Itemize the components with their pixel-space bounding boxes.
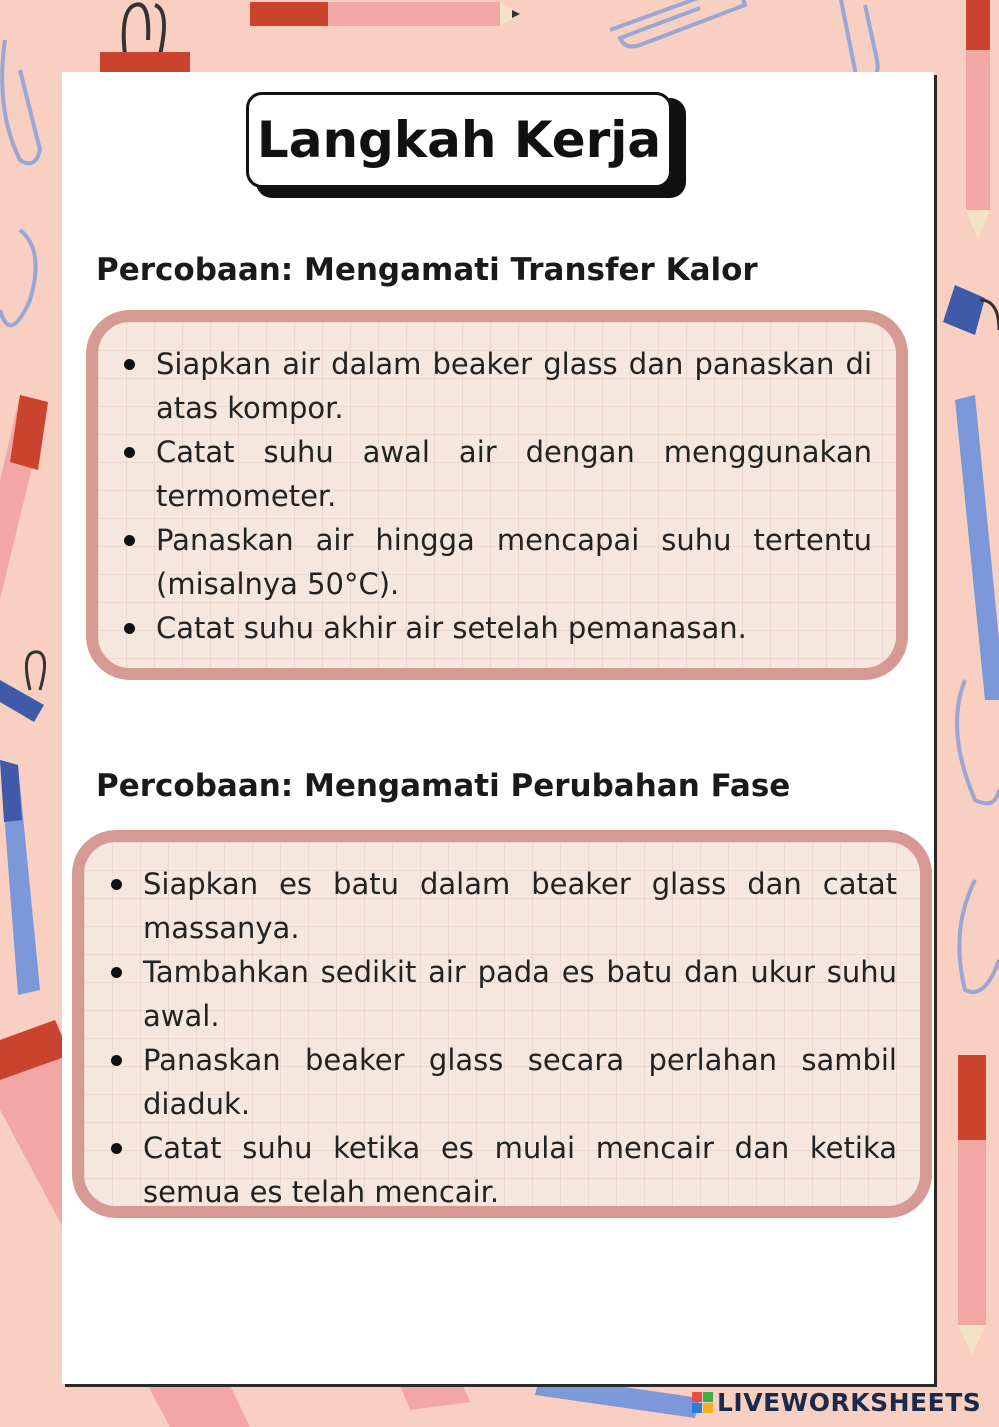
pencil-icon [955,395,999,700]
list-item: Catat suhu awal air dengan menggunakan termometer. [120,430,872,518]
list-item: Catat suhu akhir air setelah pemanasan. [120,606,872,650]
title-card [246,92,676,192]
steps-box-transfer-kalor [86,310,908,680]
liveworksheets-watermark [692,1388,981,1417]
steps-box-perubahan-fase [72,830,932,1218]
liveworksheets-logo-icon [692,1392,713,1413]
steps-list-transfer-kalor [120,342,872,650]
list-item: Siapkan air dalam beaker glass dan panaskan di atas kompor. [120,342,872,430]
section-heading-transfer-kalor: Percobaan: Mengamati Transfer Kalor [96,252,758,288]
paperclip-icon [0,40,40,325]
watermark-text: LIVEWORKSHEETS [717,1388,982,1417]
binder-clip-icon [0,652,45,722]
steps-list-perubahan-fase [107,862,897,1214]
page-title: Langkah Kerja [246,92,672,188]
list-item: Panaskan beaker glass secara perlahan sambil diaduk. [107,1038,897,1126]
pencil-icon [250,2,520,26]
pencil-icon [0,760,40,995]
list-item: Siapkan es batu dalam beaker glass dan catat massanya. [107,862,897,950]
list-item: Catat suhu ketika es mulai mencair dan ketika semua es telah mencair. [107,1126,897,1214]
paperclip-icon [610,0,878,81]
binder-clip-icon [943,285,999,335]
pencil-icon [0,395,48,640]
list-item: Panaskan air hingga mencapai suhu tertentu (misalnya 50°C). [120,518,872,606]
pencil-icon [958,1055,986,1355]
pencil-icon [966,0,990,240]
list-item: Tambahkan sedikit air pada es batu dan ukur suhu awal. [107,950,897,1038]
section-heading-perubahan-fase: Percobaan: Mengamati Perubahan Fase [96,768,791,804]
